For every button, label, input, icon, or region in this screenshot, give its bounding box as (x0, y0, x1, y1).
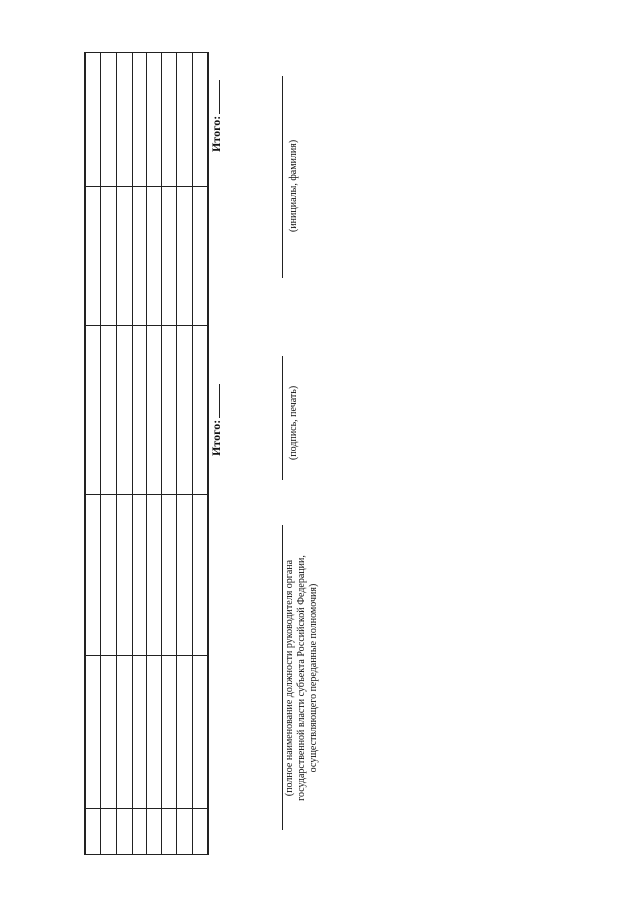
table-row-line (192, 52, 193, 855)
total-label-top: Итого: (209, 80, 224, 152)
table-column-line (84, 186, 208, 187)
table-column-line (84, 854, 208, 855)
table-row-line (176, 52, 177, 855)
table-column-line (84, 52, 208, 53)
signature-caption: (подпись, печать) (288, 385, 299, 460)
table-row-line (100, 52, 101, 855)
total-value-field[interactable] (209, 80, 220, 114)
position-caption: (полное наименование должности руководителя органа государственной власти субъекта Российской Федерации, осуществляющего переданные полномочия) (284, 555, 319, 801)
table-column-line (84, 655, 208, 656)
name-line (282, 76, 283, 278)
total-label-middle: Итого: (209, 384, 224, 456)
table-row-line (146, 52, 147, 855)
table-column-line (84, 808, 208, 809)
total-value-field[interactable] (209, 384, 220, 418)
table-row-line (132, 52, 133, 855)
signature-line (282, 356, 283, 480)
table-column-line (84, 325, 208, 326)
table-row-line (161, 52, 162, 855)
table-row-line (116, 52, 117, 855)
table-column-line (84, 494, 208, 495)
table-row-line (84, 52, 86, 855)
position-line (282, 525, 283, 830)
name-caption: (инициалы, фамилия) (288, 139, 299, 232)
